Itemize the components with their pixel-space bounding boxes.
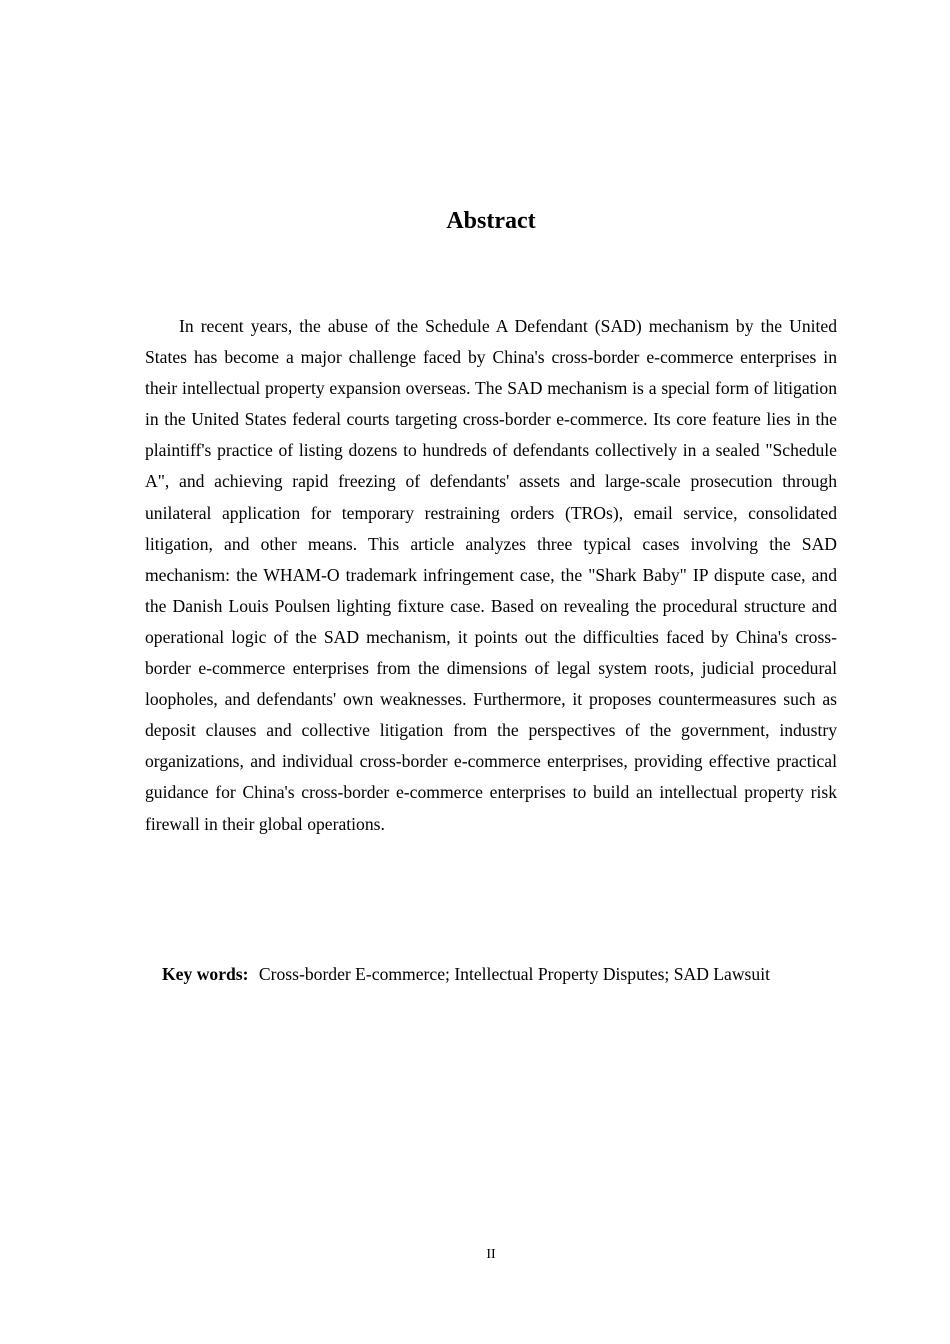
page-number: II <box>486 1247 496 1262</box>
abstract-title: Abstract <box>446 208 536 234</box>
keywords-line <box>162 959 862 990</box>
keywords-text: Cross-border E-commerce; Intellectual Property Disputes; SAD Lawsuit <box>258 964 770 984</box>
abstract-body: In recent years, the abuse of the Schedule A Defendant (SAD) mechanism by the United States has become a major challenge faced by China's cross-border e-commerce enterprises in their intellectual property expansion overseas. The SAD mechanism is a special form of litigation in the United States federal courts targeting cross-border e-commerce. Its core feature lies in the plaintiff's practice of listing dozens to hundreds of defendants collectively in a sealed "Schedule A", and achieving rapid freezing of defendants' assets and large-scale prosecution through unilateral application for temporary restraining orders (TROs), email service, consolidated litigation, and other means. This article analyzes three typical cases involving the SAD mechanism: the WHAM-O trademark infringement case, the "Shark Baby" IP dispute case, and the Danish Louis Poulsen lighting fixture case. Based on revealing the procedural structure and operational logic of the SAD mechanism, it points out the difficulties faced by China's cross-border e-commerce enterprises from the dimensions of legal system roots, judicial procedural loopholes, and defendants' own weaknesses. Furthermore, it proposes countermeasures such as deposit clauses and collective litigation from the perspectives of the government, industry organizations, and individual cross-border e-commerce enterprises, providing effective practical guidance for China's cross-border e-commerce enterprises to build an intellectual property risk firewall in their global operations. <box>145 316 837 834</box>
keywords-label: Key words: <box>162 964 249 984</box>
